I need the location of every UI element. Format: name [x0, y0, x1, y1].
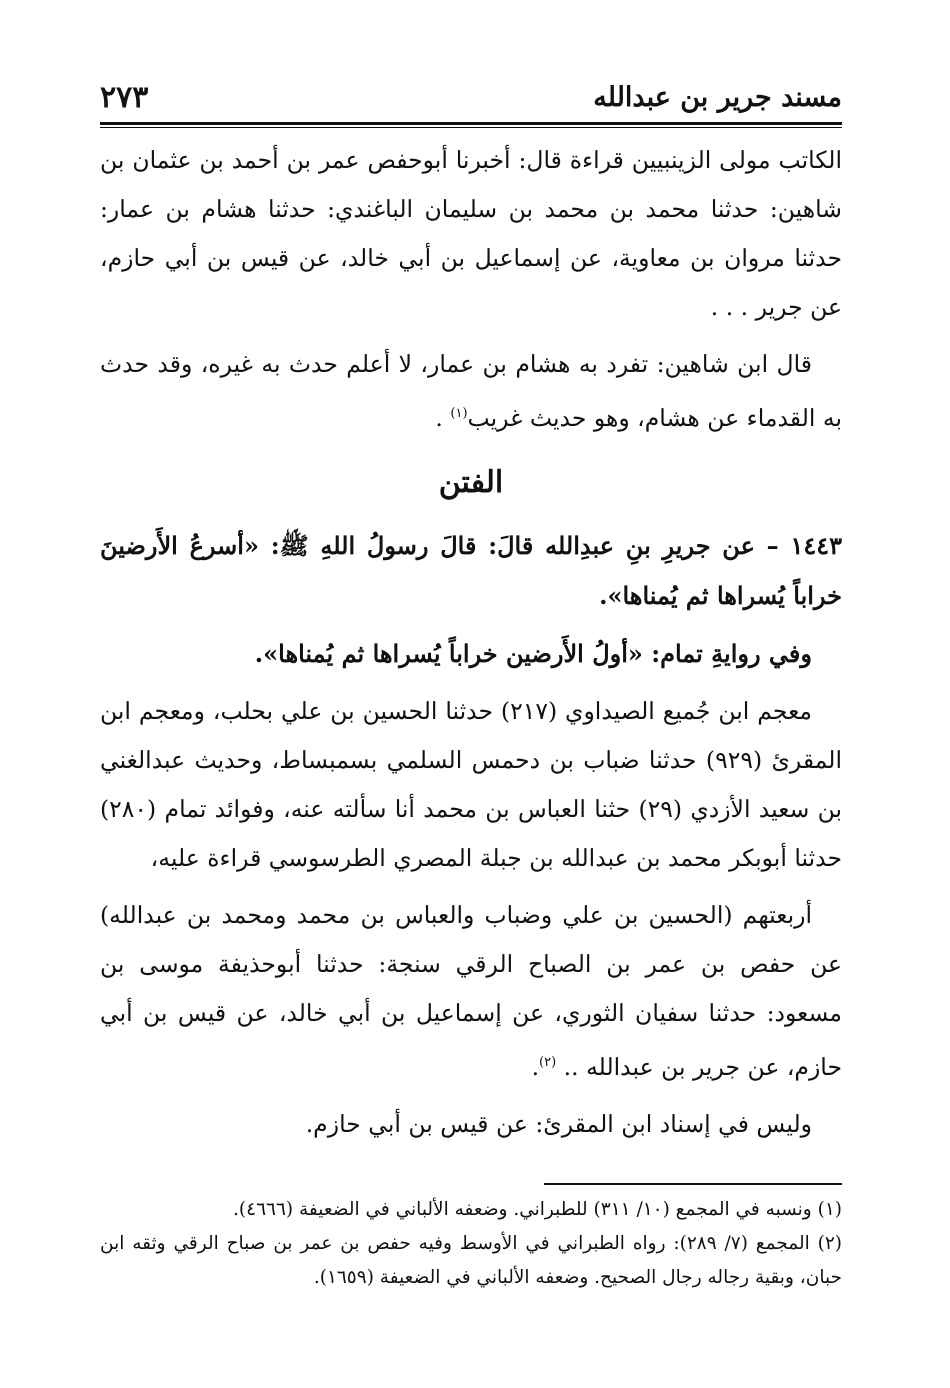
- closing-note: وليس في إسناد ابن المقرئ: عن قيس بن أبي حازم.: [305, 1109, 812, 1138]
- running-title: مسند جرير بن عبدالله: [593, 82, 842, 113]
- page-number: ٢٧٣: [100, 80, 149, 115]
- footnote-rule: [544, 1183, 842, 1185]
- ibn-shahin-comment-end: .: [435, 403, 443, 432]
- isnad-paragraph: [100, 891, 842, 1092]
- sources-paragraph: معجم ابن جُميع الصيداوي (٢١٧) حدثنا الحسين بن علي بحلب، ومعجم ابن المقرئ (٩٢٩) حدثنا ضباب بن دحمس السلمي بسمبساط، وحديث عبدالغني بن سعيد الأزدي (٢٩) حثنا العباس بن محمد أنا سألته عنه، وفوائد تمام (٢٨٠) حدثنا أبوبكر محمد بن عبدالله بن جبلة المصري الطرسوسي قراءة عليه،: [100, 696, 842, 872]
- ibn-shahin-comment: [100, 340, 842, 443]
- header-rule-thick: [100, 122, 842, 125]
- main-text: [100, 136, 842, 1149]
- intro-paragraph: الكاتب مولى الزينبيين قراءة قال: أخبرنا أبوحفص عمر بن أحمد بن عثمان بن شاهين: حدثنا محمد بن محمد بن سليمان الباغندي: حدثنا هشام بن عمار: حدثنا مروان بن معاوية، عن إسماعيل بن أبي خالد، عن قيس بن أبي حازم، عن جرير . . .: [100, 146, 842, 321]
- footnote-marker-2: (٢): [539, 1054, 557, 1070]
- footnote-marker-1: (١): [450, 406, 468, 421]
- footnotes: [100, 1193, 842, 1295]
- header-rule-thin: [100, 127, 842, 128]
- book-page: [100, 78, 842, 1328]
- isnad-end: .: [531, 1052, 540, 1081]
- tamam-narration: وفي روايةِ تمام: «أولُ الأَرضين خراباً يُسراها ثم يُمناها».: [254, 638, 812, 668]
- page-header: [100, 78, 842, 118]
- hadith-1443: ١٤٤٣ – عن جريرِ بنِ عبدِالله قالَ: قالَ رسولُ اللهِ ﷺ: «أسرعُ الأَرضينَ خراباً يُسراها ثم يُمناها».: [100, 530, 842, 610]
- ibn-shahin-comment-text: قال ابن شاهين: تفرد به هشام بن عمار، لا أعلم حدث به غيره، وقد حدث به القدماء عن هشام، وهو حديث غريب: [100, 350, 842, 432]
- section-heading: الفتن: [438, 464, 504, 500]
- isnad-text: أربعتهم (الحسين بن علي وضباب والعباس بن محمد ومحمد بن عبدالله) عن حفص بن عمر بن الصباح الرقي سنجة: حدثنا أبوحذيفة موسى بن مسعود: حدثنا سفيان الثوري، عن إسماعيل بن أبي خالد، عن قيس بن أبي حازم، عن جرير بن عبدالله ..: [100, 900, 842, 1081]
- footnote-1: (١) ونسبه في المجمع (١٠/ ٣١١) للطبراني. وضعفه الألباني في الضعيفة (٤٦٦٦).: [233, 1198, 842, 1220]
- footnote-2: (٢) المجمع (٧/ ٢٨٩): رواه الطبراني في الأوسط وفيه حفص بن عمر بن صباح الرقي وثقه ابن حبان، وبقية رجاله رجال الصحيح. وضعفه الألباني في الضعيفة (١٦٥٩).: [100, 1232, 842, 1288]
